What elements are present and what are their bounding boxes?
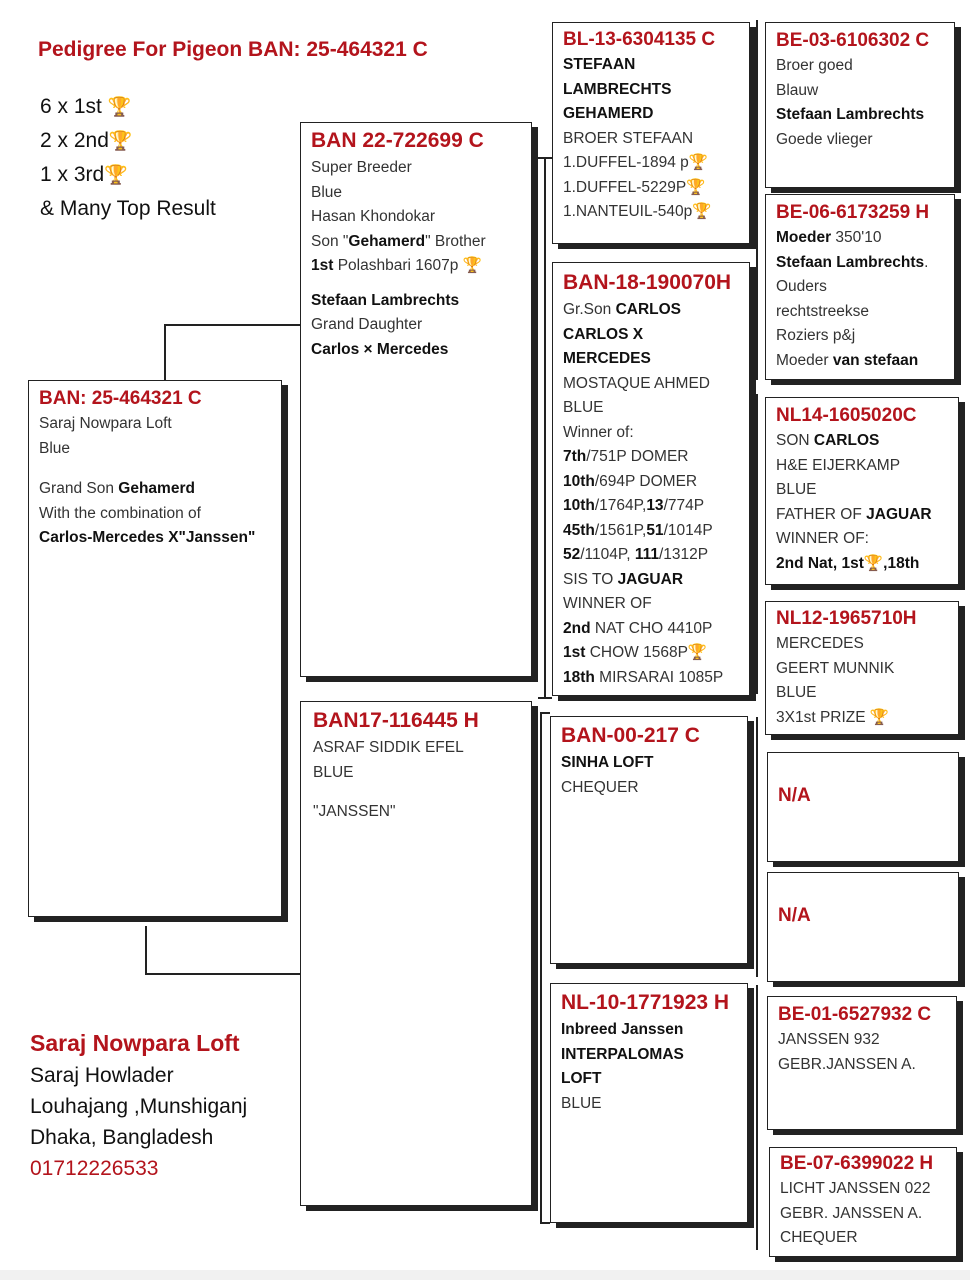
owner-name: Saraj Howlader [30,1064,174,1087]
connector-line [145,973,302,975]
pigeon-card-dam-sire: BAN-00-217 C SINHA LOFT CHEQUER [550,716,748,964]
pigeon-card-dam: BAN17-116445 H ASRAF SIDDIK EFEL BLUE "JANSSEN" [300,701,532,1206]
trophy-icon: 🏆 [863,554,884,572]
achievements-list [40,90,216,225]
ring-number: N/A [778,905,811,926]
ring-number: BE-01-6527932 C [778,1004,932,1025]
pigeon-card-ddd: BE-07-6399022 H LICHT JANSSEN 022 GEBR. JANSSEN A. CHEQUER [769,1147,957,1257]
pigeon-card-dds: BE-01-6527932 C JANSSEN 932 GEBR.JANSSEN A. [767,996,957,1130]
connector-line [540,1222,550,1224]
trophy-icon: 🏆 [869,708,890,726]
pigeon-card-dam-dam: NL-10-1771923 H Inbreed Janssen INTERPALOMAS LOFT BLUE [550,983,748,1223]
achievement-item: 2 x 2nd🏆 [40,129,133,152]
connector-line [540,712,550,714]
pigeon-card-sdd: NL12-1965710H MERCEDES GEERT MUNNIK BLUE 3X1st PRIZE 🏆 [765,601,959,735]
pigeon-card-ssd: BE-06-6173259 H Moeder 350'10 Stefaan Lambrechts. Ouders rechtstreekse Roziers p&j Moeder van stefaan [765,194,955,380]
connector-line [538,157,552,159]
connector-line [540,712,542,1222]
ring-number: BAN: 25-464321 C [39,388,202,409]
connector-line [164,324,302,326]
achievement-item: 1 x 3rd🏆 [40,163,128,186]
page-bottom-strip [0,1270,970,1280]
trophy-icon: 🏆 [686,178,706,196]
ring-number: BE-07-6399022 H [780,1153,934,1174]
trophy-icon: 🏆 [107,97,132,118]
connector-line [544,157,546,697]
ring-number: BE-03-6106302 C [776,30,930,51]
connector-line [756,717,758,977]
connector-line [164,324,166,380]
ring-number: BE-06-6173259 H [776,202,930,223]
ring-number: N/A [778,785,811,806]
ring-number: NL14-1605020C [776,405,917,426]
achievement-item: & Many Top Result [40,197,216,220]
trophy-icon: 🏆 [462,257,482,274]
pigeon-card-sds: NL14-1605020C SON CARLOS H&E EIJERKAMP BLUE FATHER OF JAGUAR WINNER OF: 2nd Nat, 1st🏆,18th [765,397,959,585]
pigeon-card-sire-sire: BL-13-6304135 C STEFAAN LAMBRECHTS GEHAMERD BROER STEFAAN 1.DUFFEL-1894 p🏆 1.DUFFEL-5229P🏆 1.NANTEUIL-540p🏆 [552,22,750,244]
pigeon-card-sire-dam: BAN-18-190070H Gr.Son CARLOS CARLOS X MERCEDES MOSTAQUE AHMED BLUE Winner of: 7th/751P DOMER 10th/694P DOMER 10th/1764P,13/774P 45th/1561P,51/1014P 52/1104P, 111/1312P SIS TO JAGUAR WINNER OF 2nd NAT CHO 4410P 1st CHOW 1568P🏆 18th MIRSARAI 1085P [552,262,750,696]
ring-number: NL12-1965710H [776,608,917,629]
pigeon-card-sss: BE-03-6106302 C Broer goed Blauw Stefaan Lambrechts Goede vlieger [765,22,955,188]
connector-line [145,926,147,974]
trophy-icon: 🏆 [104,165,128,186]
ring-number: BAN17-116445 H [313,709,479,732]
connector-line [538,697,552,699]
trophy-icon: 🏆 [108,131,133,152]
trophy-icon: 🏆 [688,154,709,171]
owner-address: Dhaka, Bangladesh [30,1126,214,1149]
pigeon-card-dss [767,752,959,862]
connector-line [756,394,758,694]
owner-contact [30,1026,247,1184]
ring-number: NL-10-1771923 H [561,991,730,1014]
connector-line [756,20,758,380]
ring-number: BL-13-6304135 C [563,29,716,50]
pigeon-card-dsd [767,872,959,982]
pigeon-card-sire: BAN 22-722699 C Super Breeder Blue Hasan Khondokar Son "Gehamerd" Brother 1st Polashbari 1607p 🏆 Stefaan Lambrechts Grand Daughter Carlos × Mercedes [300,122,532,677]
ring-number: BAN 22-722699 C [311,129,484,152]
connector-line [756,985,758,1250]
ring-number: BAN-00-217 C [561,724,700,747]
owner-address: Louhajang ,Munshiganj [30,1095,248,1118]
achievement-item: 6 x 1st 🏆 [40,95,132,118]
page-title: Pedigree For Pigeon BAN: 25-464321 C [38,38,428,61]
trophy-icon: 🏆 [692,203,712,220]
loft-name: Saraj Nowpara Loft [30,1030,240,1056]
owner-phone: 01712226533 [30,1157,159,1180]
ring-number: BAN-18-190070H [563,271,732,294]
pigeon-card-subject: BAN: 25-464321 C Saraj Nowpara Loft Blue Grand Son Gehamerd With the combination of Carlos-Mercedes X"Janssen" [28,380,282,917]
trophy-icon: 🏆 [687,644,708,661]
